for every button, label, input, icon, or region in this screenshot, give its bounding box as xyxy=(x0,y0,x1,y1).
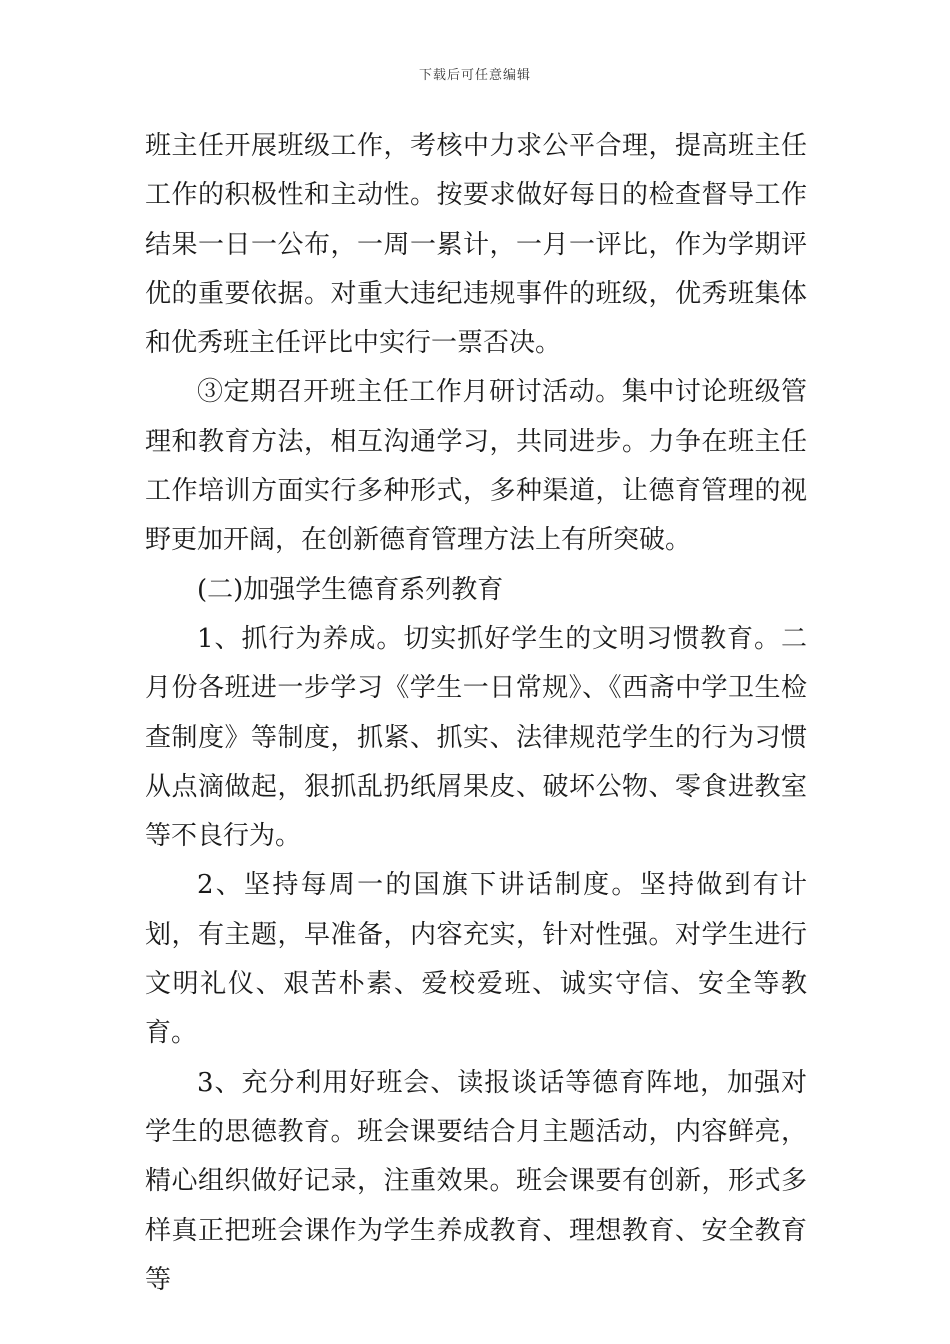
page-header: 下载后可任意编辑 xyxy=(418,68,531,83)
section-heading: (二)加强学生德育系列教育 xyxy=(197,574,504,605)
paragraph-item-1: 1、抓行为养成。切实抓好学生的文明习惯教育。二月份各班进一步学习《学生一日常规》、《西斋中学卫生检查制度》等制度，抓紧、抓实、法律规范学生的行为习惯从点滴做起，狠抓乱扔纸屑果皮、破坏公物、零食进教室等不良行为。 xyxy=(145,623,807,852)
paragraph-item-3: 3、充分利用好班会、读报谈话等德育阵地，加强对学生的思德教育。班会课要结合月主题活动，内容鲜亮，精心组织做好记录，注重效果。班会课要有创新，形式多样真正把班会课作为学生养成教育、理想教育、安全教育等 xyxy=(145,1067,807,1295)
paragraph-monthly-seminar: ③定期召开班主任工作月研讨活动。集中讨论班级管理和教育方法，相互沟通学习，共同进步。力争在班主任工作培训方面实行多种形式，多种渠道，让德育管理的视野更加开阔，在创新德育管理方法上有所突破。 xyxy=(145,377,807,556)
paragraph-continuation: 班主任开展班级工作，考核中力求公平合理，提高班主任工作的积极性和主动性。按要求做好每日的检查督导工作结果一日一公布，一周一累计，一月一评比，作为学期评优的重要依据。对重大违纪违规事件的班级，优秀班集体和优秀班主任评比中实行一票否决。 xyxy=(145,131,807,359)
paragraph-item-2: 2、坚持每周一的国旗下讲话制度。坚持做到有计划，有主题，早准备，内容充实，针对性强。对学生进行文明礼仪、艰苦朴素、爱校爱班、诚实守信、安全等教育。 xyxy=(145,870,807,1049)
document-body xyxy=(145,122,807,1305)
